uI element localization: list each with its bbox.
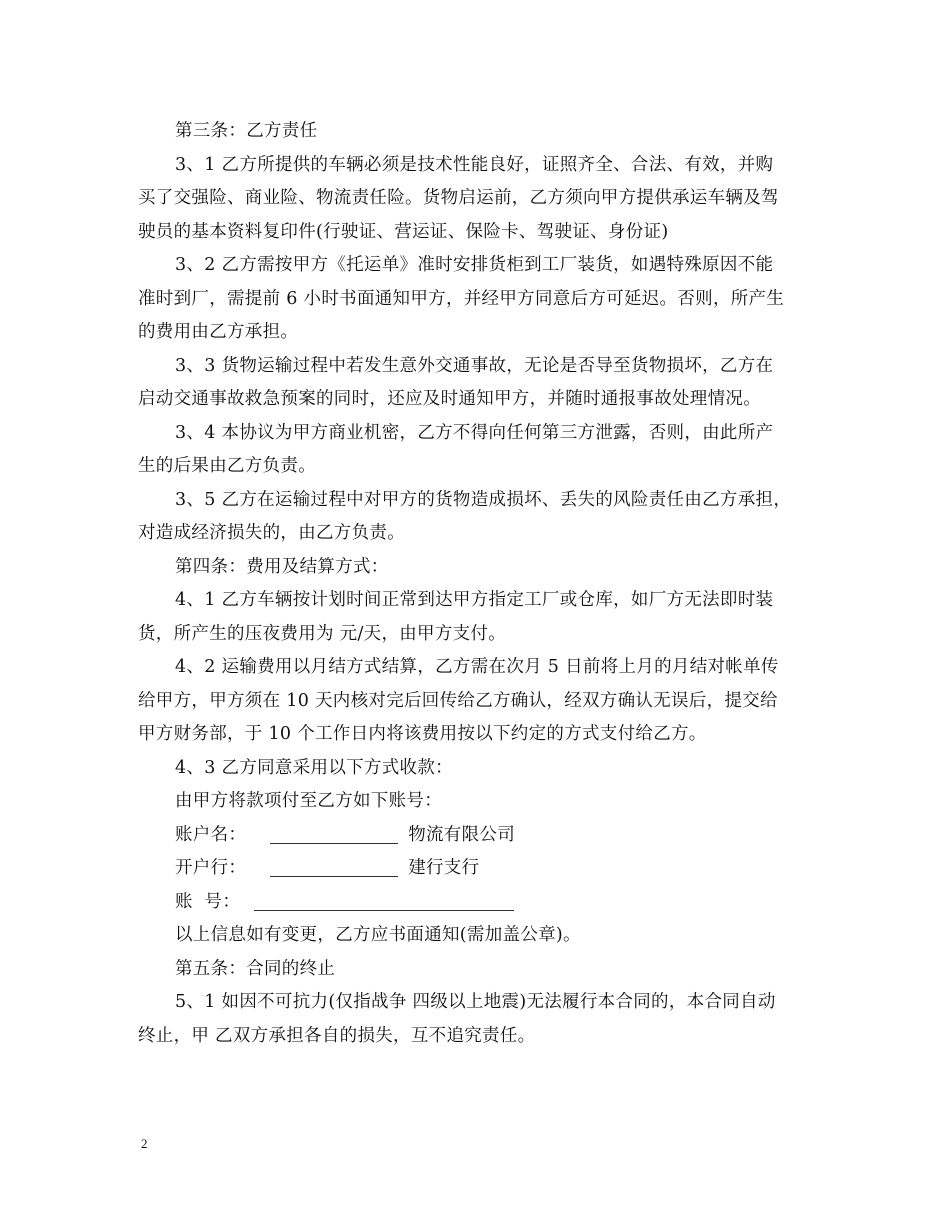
bank-suffix: 建行支行 (408, 858, 480, 878)
clause-3-2-line-2: 准时到厂，需提前 6 小时书面通知甲方，并经甲方同意后方可延迟。否则，所产生 (138, 288, 785, 309)
account-name-row (138, 819, 838, 853)
clause-3-3-line-1: 3、3 货物运输过程中若发生意外交通事故，无论是否导至货物损坏，乙方在 (175, 355, 774, 376)
clause-3-1-line-3: 驶员的基本资料复印件(行驶证、营运证、保险卡、驾驶证、身份证) (138, 221, 669, 242)
document-body (138, 115, 838, 1053)
clause-3-1-line-1: 3、1 乙方所提供的车辆必须是技术性能良好，证照齐全、合法、有效，并购 (175, 154, 774, 175)
clause-4-1-line-2: 货，所产生的压夜费用为 元/天，由甲方支付。 (138, 623, 507, 644)
change-notice: 以上信息如有变更，乙方应书面通知(需加盖公章)。 (175, 925, 581, 945)
bank-row (138, 852, 838, 886)
account-number-row (138, 886, 838, 920)
account-name-suffix: 物流有限公司 (408, 824, 516, 845)
clause-3-4-line-1: 3、4 本协议为甲方商业机密，乙方不得向任何第三方泄露，否则，由此所产 (175, 422, 774, 443)
article-4-title: 第四条：费用及结算方式： (175, 556, 389, 577)
clause-3-5-line-2: 对造成经济损失的，由乙方负责。 (138, 523, 405, 543)
article-5-title: 第五条：合同的终止 (175, 958, 336, 979)
clause-4-1-line-1: 4、1 乙方车辆按计划时间正常到达甲方指定工厂或仓库，如厂方无法即时装 (175, 590, 774, 610)
clause-5-1-line-1: 5、1 如因不可抗力(仅指战争 四级以上地震)无法履行本合同的，本合同自动 (175, 992, 776, 1012)
clause-3-4-line-2: 生的后果由乙方负责。 (138, 456, 316, 476)
bank-blank (270, 856, 398, 877)
account-number-label: 账 号： (175, 891, 241, 912)
article-3-title: 第三条：乙方责任 (175, 121, 318, 141)
account-name-blank (270, 823, 398, 844)
clause-4-3-line-1: 4、3 乙方同意采用以下方式收款： (175, 757, 453, 778)
clause-3-3-line-2: 启动交通事故救急预案的同时，还应及时通知甲方，并随时通报事故处理情况。 (138, 389, 761, 409)
payment-intro: 由甲方将款项付至乙方如下账号： (175, 791, 442, 811)
clause-4-2-line-1: 4、2 运输费用以月结方式结算，乙方需在次月 5 日前将上月的月结对帐单传 (175, 657, 779, 677)
clause-4-2-line-3: 甲方财务部，于 10 个工作日内将该费用按以下约定的方式支付给乙方。 (138, 724, 707, 744)
clause-4-2-line-2: 给甲方，甲方须在 10 天内核对完后回传给乙方确认，经双方确认无误后，提交给 (138, 690, 778, 711)
account-name-label: 账户名： (175, 824, 247, 845)
page-number: 2 (141, 1136, 148, 1151)
clause-3-2-line-3: 的费用由乙方承担。 (138, 322, 299, 342)
clause-5-1-line-2: 终止，甲 乙双方承担各自的损失，互不追究责任。 (138, 1025, 536, 1046)
clause-3-2-line-1: 3、2 乙方需按甲方《托运单》准时安排货柜到工厂装货，如遇特殊原因不能 (175, 255, 774, 275)
account-number-blank (254, 890, 514, 911)
bank-label: 开户行： (175, 858, 247, 878)
clause-3-1-line-2: 买了交强险、商业险、物流责任险。货物启运前，乙方须向甲方提供承运车辆及驾 (138, 188, 779, 208)
clause-3-5-line-1: 3、5 乙方在运输过程中对甲方的货物造成损坏、丢失的风险责任由乙方承担， (175, 489, 792, 510)
